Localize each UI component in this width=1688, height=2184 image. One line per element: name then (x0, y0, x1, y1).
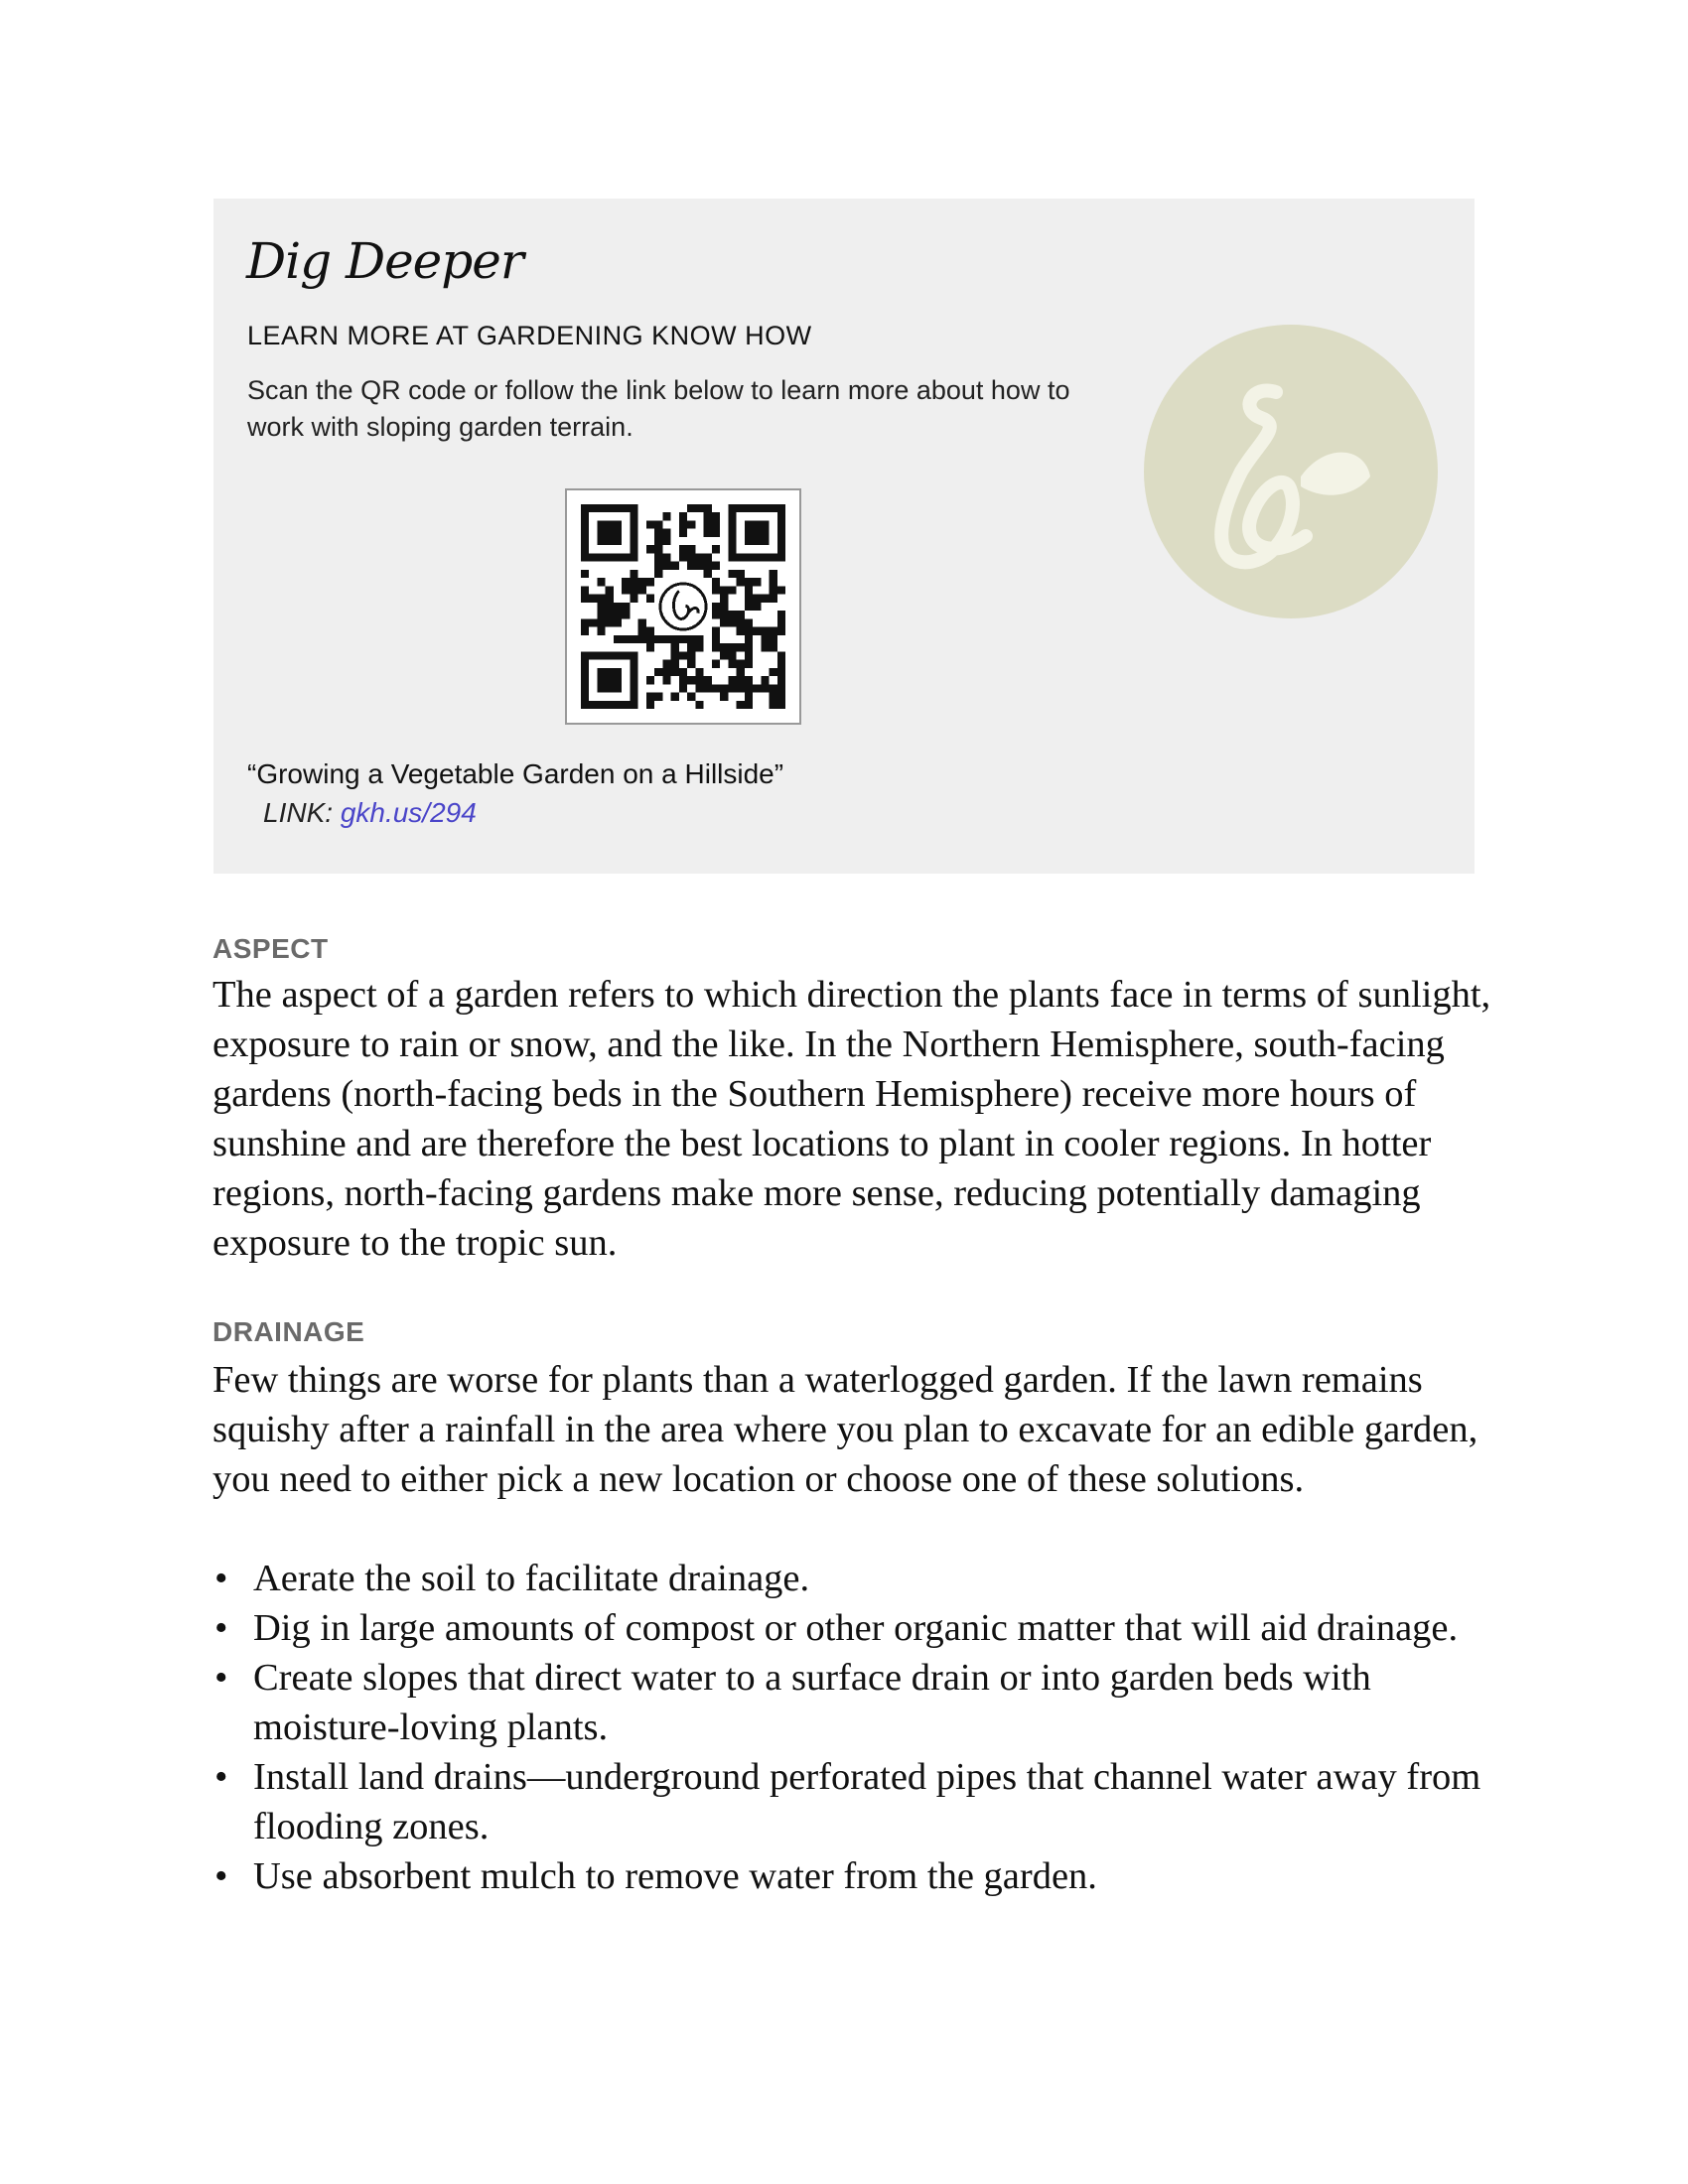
section-heading-drainage: DRAINAGE (212, 1316, 365, 1347)
callout-title: Dig Deeper (246, 232, 523, 290)
callout-subtitle: LEARN MORE AT GARDENING KNOW HOW (247, 321, 812, 350)
article-link[interactable] (263, 797, 477, 829)
bullet-icon: • (214, 1607, 228, 1649)
article-title: “Growing a Vegetable Garden on a Hillside” (247, 758, 784, 789)
list-item (212, 1851, 1493, 1901)
list-item-text: Dig in large amounts of compost or other organic matter that will aid drainage. (253, 1607, 1459, 1649)
list-item (212, 1653, 1493, 1752)
bullet-icon: • (214, 1756, 228, 1798)
callout-description: Scan the QR code or follow the link below to learn more about how to work with sloping garden terrain. (247, 375, 1070, 442)
aspect-paragraph: The aspect of a garden refers to which direction the plants face in terms of sunlight, exposure to rain or snow, and the like. In the Northern Hemisphere, south-facing gardens (north-facing beds in the Southern Hemisphere) receive more hours of sunshine and are therefore the best locations to plant in cooler regions. In hotter regions, north-facing gardens make more sense, reducing potentially damaging exposure to the tropic sun. (212, 974, 1491, 1264)
gkh-logo-icon (1142, 323, 1440, 620)
dig-deeper-callout (213, 199, 1475, 874)
bullet-icon: • (214, 1558, 228, 1599)
bullet-icon: • (214, 1855, 228, 1897)
section-heading-aspect: ASPECT (212, 933, 329, 964)
drainage-paragraph: Few things are worse for plants than a waterlogged garden. If the lawn remains squishy after a rainfall in the area where you plan to excavate for an edible garden, you need to either pick a new location or choose one of these solutions. (212, 1359, 1478, 1500)
list-item-text: Create slopes that direct water to a surface drain or into garden beds with moisture-loving plants. (253, 1657, 1371, 1748)
list-item-text: Aerate the soil to facilitate drainage. (253, 1558, 810, 1599)
qr-code-icon[interactable] (565, 488, 801, 725)
link-url[interactable]: gkh.us/294 (340, 797, 477, 828)
list-item (212, 1554, 1493, 1603)
link-label: LINK: (263, 797, 334, 828)
list-item (212, 1603, 1493, 1653)
list-item (212, 1752, 1493, 1851)
list-item-text: Install land drains—underground perforated pipes that channel water away from flooding zones. (253, 1756, 1481, 1847)
drainage-solutions-list (212, 1554, 1493, 1901)
list-item-text: Use absorbent mulch to remove water from the garden. (253, 1855, 1097, 1897)
bullet-icon: • (214, 1657, 228, 1699)
